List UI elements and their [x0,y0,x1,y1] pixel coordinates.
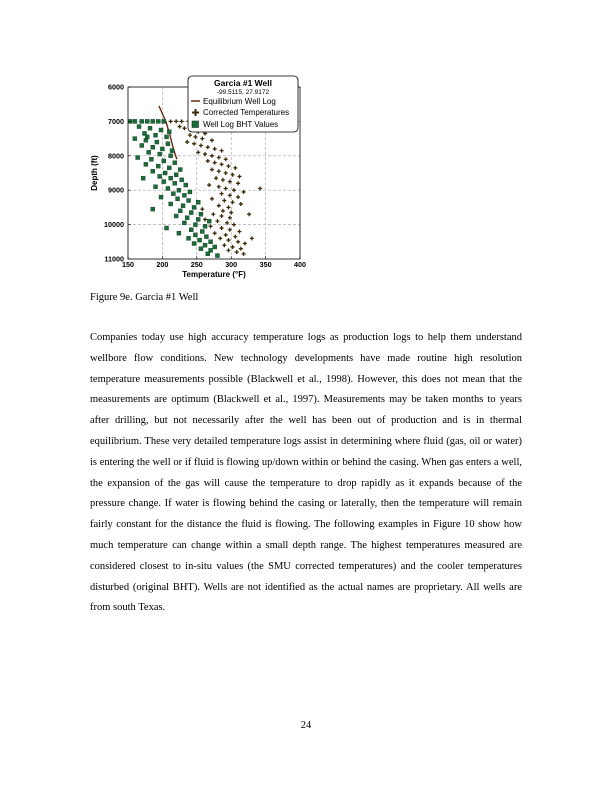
corrected-point [199,143,203,147]
corrected-point [192,142,196,146]
bht-point [167,166,171,170]
corrected-point [215,219,219,223]
bht-point [174,173,178,177]
bht-point [165,135,169,139]
corrected-point [206,159,210,163]
bht-point [198,238,202,242]
bht-point [140,119,144,123]
corrected-point [235,250,239,254]
bht-point [185,216,189,220]
x-tick-label: 350 [259,260,272,269]
corrected-point [210,138,214,142]
corrected-point [213,147,217,151]
bht-point [196,200,200,204]
corrected-point [178,125,182,129]
legend-title: Garcia #1 Well [214,78,272,88]
bht-point [133,137,137,141]
corrected-point [220,192,224,196]
bht-point [166,186,170,190]
bht-point [162,180,166,184]
bht-point [156,164,160,168]
corrected-point [211,212,215,216]
bht-point [204,235,208,239]
garcia-well-chart [85,70,315,285]
x-tick-label: 200 [156,260,169,269]
legend-equilibrium-label: Equilibrium Well Log [203,97,276,106]
corrected-point [236,195,240,199]
bht-point [167,130,171,134]
corrected-point [226,248,230,252]
bht-point [169,176,173,180]
bht-point [173,161,177,165]
corrected-point [217,156,221,160]
bht-point [156,119,160,123]
bht-point [158,174,162,178]
corrected-points-layer [169,119,262,255]
corrected-point [243,242,247,246]
corrected-point [185,140,189,144]
corrected-point [188,133,192,137]
corrected-point [258,186,262,190]
bht-point [177,231,181,235]
figure-caption: Figure 9e. Garcia #1 Well [90,292,199,303]
bht-point [144,162,148,166]
bht-point [147,150,151,154]
bht-point [163,171,167,175]
bht-point [189,228,193,232]
bht-point [170,149,174,153]
corrected-point [210,154,214,158]
bht-point [192,205,196,209]
corrected-point [217,169,221,173]
bht-point [148,126,152,130]
bht-point [145,119,149,123]
y-axis-label: Depth (ft) [90,155,99,191]
bht-point [215,254,219,258]
corrected-point [214,176,218,180]
bht-point [159,128,163,132]
corrected-point [229,211,233,215]
bht-point [169,202,173,206]
x-axis-label: Temperature (°F) [182,270,246,279]
legend-bht-label: Well Log BHT Values [203,120,279,129]
bht-point [137,125,141,129]
corrected-point [226,205,230,209]
corrected-point [207,183,211,187]
x-tick-label: 250 [190,260,203,269]
bht-point [209,240,213,244]
x-tick-label: 400 [294,260,306,269]
corrected-point [213,161,217,165]
corrected-point [203,217,207,221]
corrected-point [200,137,204,141]
bht-point [166,142,170,146]
corrected-point [222,199,226,203]
bht-point [199,212,203,216]
corrected-point [247,212,251,216]
corrected-point [224,157,228,161]
body-paragraph: Companies today use high accuracy temperature logs as production logs to help them understand wellbore flow conditions. New technology developments have made routine high resolution temperature measurements possible (Blackwell et al., 1998). However, this does not mean that the measurements are optimum (Blackwell et al., 1997). Measurements may be taken months to years after drilling, but not necessarily after the well has been out of production and is in thermal equilibrium. These very detailed temperature logs assist in determining where fluid (gas, oil or water) is entering the well or if fluid is flowing up/down within or behind the casing. When gas enters a well, the expansion of the gas will cause the temperature to drop rapidly as it expands because of the pressure change. If water is flowing behind the casing or laterally, then the temperature will remain fairly constant for the distance the fluid is flowing. The following examples in Figure 10 show how much temperature can change within a small depth range. The highest temperatures measured are considered closest to in-situ values (the SMU corrected temperatures) and the cooler temperatures disturbed (original BHT). Wells are not identified as the actual names are proprietary. All wells are from south Texas. [90,332,522,614]
bht-point [182,221,186,225]
corrected-point [174,119,178,123]
corrected-point [210,197,214,201]
corrected-point [250,236,254,240]
bht-point [151,145,155,149]
bht-point [162,159,166,163]
corrected-point [221,209,225,213]
bht-point [203,243,207,247]
corrected-point [220,162,224,166]
corrected-point [209,224,213,228]
bht-point [158,152,162,156]
bht-point [155,140,159,144]
corrected-point [236,181,240,185]
bht-point [188,190,192,194]
bht-point [169,154,173,158]
bht-point [200,229,204,233]
corrected-point [220,149,224,153]
bht-point [187,236,191,240]
bht-point [196,217,200,221]
corrected-point [222,243,226,247]
page-number: 24 [300,720,312,731]
corrected-point [221,178,225,182]
corrected-point [213,231,217,235]
bht-point [162,119,166,123]
corrected-point [233,235,237,239]
bht-point [189,211,193,215]
corrected-point [224,171,228,175]
corrected-point [239,202,243,206]
bht-point [151,119,155,123]
bht-point [199,247,203,251]
corrected-point [226,164,230,168]
bht-point [181,204,185,208]
bht-point [178,209,182,213]
bht-point [177,188,181,192]
corrected-point [233,166,237,170]
corrected-point [182,126,186,130]
bht-point [206,252,210,256]
y-tick-label: 11000 [104,254,124,264]
corrected-point [242,190,246,194]
bht-point [180,178,184,182]
bht-point [145,135,149,139]
corrected-point [224,233,228,237]
y-tick-label: 6000 [108,82,124,92]
legend-bht-swatch [192,121,199,128]
bht-point [192,242,196,246]
bht-point [193,233,197,237]
corrected-point [239,247,243,251]
corrected-point [218,236,222,240]
corrected-point [206,145,210,149]
legend [188,76,298,132]
bht-point [171,192,175,196]
corrected-point [236,240,240,244]
bht-point [187,199,191,203]
corrected-point [232,188,236,192]
bht-point [174,214,178,218]
bht-point [160,147,164,151]
bht-point [141,176,145,180]
bht-point [154,185,158,189]
bht-point [154,133,158,137]
bht-point [151,169,155,173]
y-tick-label: 7000 [108,116,124,126]
corrected-point [180,119,184,123]
bht-point [213,245,217,249]
bht-point [149,157,153,161]
bht-point [136,156,140,160]
legend-corrected-label: Corrected Temperatures [203,108,290,117]
corrected-point [224,186,228,190]
corrected-point [226,238,230,242]
bht-point [193,223,197,227]
bht-points-layer [128,119,219,257]
bht-point [207,219,211,223]
corrected-point [220,226,224,230]
corrected-point [237,174,241,178]
corrected-point [225,221,229,225]
y-tick-label: 10000 [104,220,124,230]
corrected-point [232,223,236,227]
corrected-point [220,214,224,218]
corrected-point [217,185,221,189]
bht-point [140,143,144,147]
legend-subtitle: -99.5115, 27.9172 [216,89,270,96]
corrected-point [237,229,241,233]
bht-point [165,226,169,230]
bht-point [173,181,177,185]
y-tick-label: 8000 [108,151,124,161]
y-tick-label: 9000 [108,185,124,195]
corrected-point [210,168,214,172]
bht-point [133,119,137,123]
corrected-point [169,119,173,123]
bht-point [178,168,182,172]
bht-point [182,193,186,197]
corrected-point [242,252,246,256]
bht-point [184,183,188,187]
corrected-point [217,204,221,208]
corrected-point [203,152,207,156]
x-tick-label: 300 [225,260,238,269]
bht-point [151,207,155,211]
bht-point [159,195,163,199]
bht-point [176,197,180,201]
x-tick-label: 150 [122,260,134,269]
corrected-point [200,207,204,211]
bht-point [203,224,207,228]
